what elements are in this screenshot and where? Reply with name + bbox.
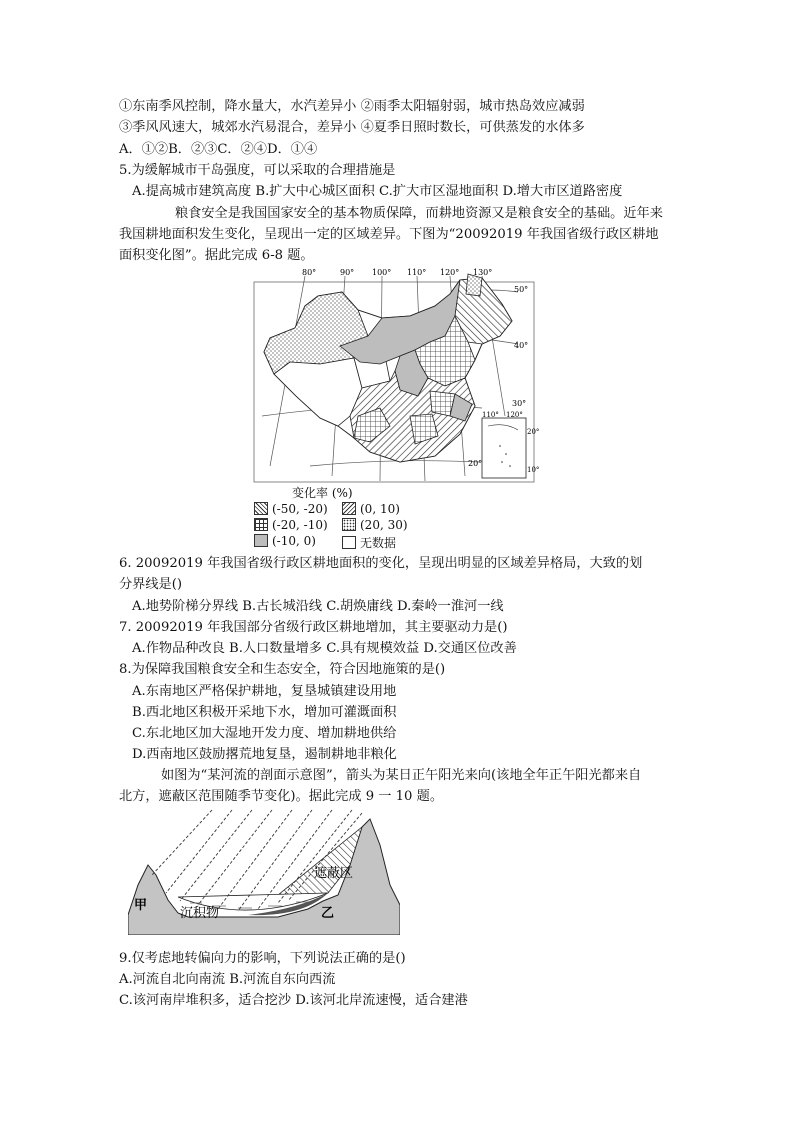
lat-label: 40° [514, 341, 529, 350]
legend-item: (-20, -10) [254, 518, 328, 532]
lat-label: 50° [514, 285, 529, 294]
question-9-options-ab: A.河流自北向南流 B.河流自东向西流 [119, 972, 336, 987]
legend-swatch [254, 518, 268, 531]
legend-swatch [254, 534, 268, 547]
intro-paragraph-line-2: 我国耕地面积发生变化，呈现出一定的区域差异。下图为“20092019 年我国省级行政区耕地 [119, 227, 659, 242]
legend-item: (0, 10) [342, 502, 400, 516]
question-6-options: A.地势阶梯分界线 B.古长城沿线 C.胡焕庸线 D.秦岭一淮河一线 [132, 599, 504, 614]
inset-lon-label: 120° [506, 411, 523, 419]
inset-lat-label: 10° [527, 466, 540, 474]
cropland-change-map [250, 266, 540, 488]
question-7: 7. 20092019 年我国部分省级行政区耕地增加，其主要驱动力是() [119, 620, 508, 635]
legend-swatch [342, 518, 356, 531]
left-bank-label: 甲 [134, 898, 148, 913]
question-7-options: A.作物品种改良 B.人口数量增多 C.具有规模效益 D.交通区位改善 [132, 641, 517, 656]
lat-label: 20° [468, 459, 483, 468]
river-profile-diagram [128, 805, 400, 935]
legend-title: 变化率 (%) [292, 486, 353, 500]
question-8-option-b: B.西北地区积极开采地下水，增加可灌溉面积 [132, 705, 397, 720]
legend-swatch [342, 536, 356, 549]
lat-label: 30° [512, 399, 527, 408]
question-8-option-a: A.东南地区严格保护耕地，复垦城镇建设用地 [132, 684, 397, 699]
lon-label: 120° [440, 268, 460, 277]
lon-label: 80° [302, 268, 317, 277]
legend-item: 无数据 [342, 534, 396, 551]
river-intro-line-2: 北方，遮蔽区范围随季节变化)。据此完成 9 一 10 题。 [119, 789, 444, 804]
option-line-1: ①东南季风控制，降水量大，水汽差异小 ②雨季太阳辐射弱，城市热岛效应减弱 [119, 99, 585, 114]
right-bank-label: 乙 [321, 906, 335, 921]
question-8-option-c: C.东北地区加大湿地开发力度、增加耕地供给 [132, 726, 397, 741]
intro-paragraph-line-3: 面积变化图”。据此完成 6-8 题。 [119, 248, 314, 263]
question-8: 8.为保障我国粮食安全和生态安全，符合因地施策的是() [119, 662, 446, 677]
question-6-line-2: 分界线是() [119, 577, 183, 592]
shaded-zone-label: 遮蔽区 [314, 866, 354, 881]
legend-swatch [254, 502, 268, 515]
sediment-label: 沉积物 [180, 906, 220, 921]
river-intro-line-1: 如图为“某河流的剖面示意图”，箭头为某日正午阳光来向(该地全年正午阳光都来自 [161, 768, 642, 783]
question-8-option-d: D.西南地区鼓励撂荒地复垦，遏制耕地非粮化 [132, 747, 397, 762]
answer-choices-4: A．①②B．②③C．②④D．①④ [119, 142, 318, 157]
question-6-line-1: 6. 20092019 年我国省级行政区耕地面积的变化，呈现出明显的区域差异格局，大致的划 [119, 556, 643, 571]
intro-paragraph-line-1: 粮食安全是我国国家安全的基本物质保障，而耕地资源又是粮食安全的基础。近年来 [175, 206, 663, 221]
lon-label: 100° [372, 268, 392, 277]
legend-item: (-10, 0) [254, 534, 316, 548]
option-line-2: ③季风风速大，城郊水汽易混合，差异小 ④夏季日照时数长，可供蒸发的水体多 [119, 120, 585, 135]
lon-label: 90° [340, 268, 355, 277]
lon-label: 110° [407, 268, 427, 277]
question-5: 5.为缓解城市干岛强度，可以采取的合理措施是 [119, 163, 396, 178]
legend-item: (20, 30) [342, 518, 408, 532]
inset-lat-label: 20° [527, 428, 540, 436]
lon-label: 130° [473, 268, 493, 277]
legend-item: (-50, -20) [254, 502, 328, 516]
inset-lon-label: 110° [482, 411, 499, 419]
question-9-options-cd: C.该河南岸堆积多，适合挖沙 D.该河北岸流速慢，适合建港 [119, 993, 468, 1008]
legend-swatch [342, 502, 356, 515]
question-5-options: A.提高城市建筑高度 B.扩大中心城区面积 C.扩大市区湿地面积 D.增大市区道路密度 [132, 184, 623, 199]
question-9: 9.仅考虑地转偏向力的影响，下列说法正确的是() [119, 951, 406, 966]
